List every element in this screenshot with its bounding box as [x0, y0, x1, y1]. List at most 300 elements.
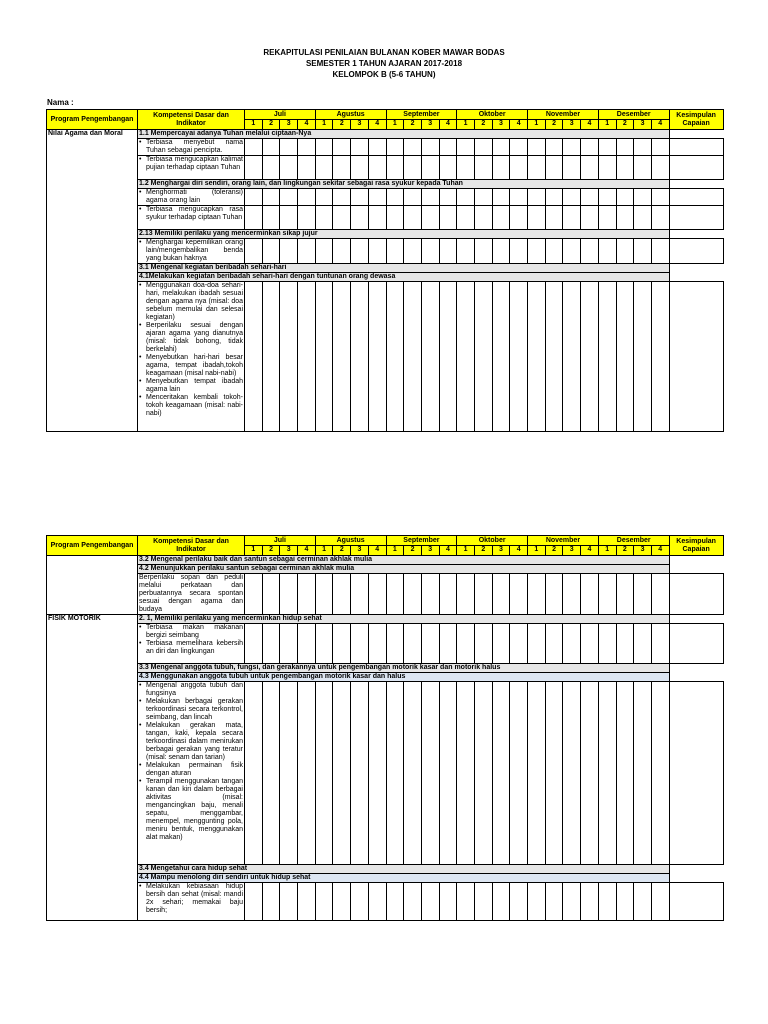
score-cell[interactable] [245, 239, 263, 264]
score-cell[interactable] [545, 282, 563, 432]
score-cell[interactable] [474, 624, 492, 664]
kesimpulan-cell[interactable] [669, 682, 723, 865]
score-cell[interactable] [474, 156, 492, 180]
score-cell[interactable] [262, 883, 280, 921]
score-cell[interactable] [545, 239, 563, 264]
score-cell[interactable] [651, 156, 669, 180]
score-cell[interactable] [457, 282, 475, 432]
score-cell[interactable] [315, 883, 333, 921]
title-line-3: KELOMPOK B (5-6 TAHUN) [332, 70, 436, 79]
score-cell[interactable] [386, 156, 404, 180]
score-cell[interactable] [280, 624, 298, 664]
score-cell[interactable] [581, 139, 599, 156]
score-cell[interactable] [492, 883, 510, 921]
score-cell[interactable] [651, 189, 669, 206]
score-cell[interactable] [280, 139, 298, 156]
indicator-cell [138, 282, 245, 432]
header-week-2: 2 [474, 546, 492, 556]
header-kesimpulan: Kesimpulan Capaian [669, 536, 723, 556]
score-cell[interactable] [298, 189, 316, 206]
score-cell[interactable] [510, 156, 528, 180]
score-cell[interactable] [616, 239, 634, 264]
score-cell[interactable] [386, 682, 404, 865]
score-cell[interactable] [528, 682, 546, 865]
assessment-table-1 [46, 109, 724, 432]
score-cell[interactable] [386, 574, 404, 615]
score-cell[interactable] [315, 574, 333, 615]
kesimpulan-cell[interactable] [669, 624, 723, 664]
score-cell[interactable] [457, 189, 475, 206]
score-cell[interactable] [616, 206, 634, 230]
score-cell[interactable] [386, 139, 404, 156]
score-cell[interactable] [634, 156, 652, 180]
score-cell[interactable] [545, 139, 563, 156]
score-cell[interactable] [386, 239, 404, 264]
indicator-text: • Terbiasa memelihara kebersih an diri dan lingkungan [146, 640, 243, 656]
header-row-months [47, 110, 724, 120]
score-cell[interactable] [492, 282, 510, 432]
score-cell[interactable] [474, 239, 492, 264]
score-cell[interactable] [510, 682, 528, 865]
score-cell[interactable] [598, 282, 616, 432]
score-cell[interactable] [280, 206, 298, 230]
score-cell[interactable] [439, 624, 457, 664]
score-cell[interactable] [634, 574, 652, 615]
score-cell[interactable] [581, 239, 599, 264]
score-cell[interactable] [368, 682, 386, 865]
score-cell[interactable] [528, 139, 546, 156]
score-cell[interactable] [333, 624, 351, 664]
score-cell[interactable] [404, 189, 422, 206]
score-cell[interactable] [245, 883, 263, 921]
header-week-1: 1 [245, 546, 263, 556]
kd-row [47, 130, 724, 139]
score-cell[interactable] [439, 206, 457, 230]
score-cell[interactable] [651, 574, 669, 615]
score-cell[interactable] [616, 883, 634, 921]
score-cell[interactable] [368, 239, 386, 264]
score-cell[interactable] [333, 682, 351, 865]
score-cell[interactable] [581, 206, 599, 230]
header-week-2: 2 [333, 120, 351, 130]
header-week-4: 4 [439, 546, 457, 556]
score-cell[interactable] [651, 282, 669, 432]
score-cell[interactable] [262, 139, 280, 156]
score-cell[interactable] [510, 624, 528, 664]
score-cell[interactable] [404, 282, 422, 432]
score-cell[interactable] [457, 574, 475, 615]
score-cell[interactable] [298, 156, 316, 180]
score-cell[interactable] [563, 624, 581, 664]
score-cell[interactable] [528, 574, 546, 615]
kd-row [47, 273, 724, 282]
score-cell[interactable] [368, 189, 386, 206]
score-cell[interactable] [457, 206, 475, 230]
header-week-1: 1 [245, 120, 263, 130]
indicator-text: • Melakukan kebiasaan hidup bersih dan sehat (misal: mandi 2x sehari; memakai baju bersih; [146, 883, 243, 915]
indicator-text: • Terbiasa mengucapkan rasa syukur terhadap ciptaan Tuhan [146, 206, 243, 222]
score-cell[interactable] [616, 574, 634, 615]
indicator-text: • Menyebutkan hari-hari besar agama, tempat ibadah,tokoh keagamaan (misal nabi-nabi) [146, 354, 243, 378]
score-cell[interactable] [510, 282, 528, 432]
score-cell[interactable] [351, 682, 369, 865]
score-cell[interactable] [262, 282, 280, 432]
score-cell[interactable] [351, 189, 369, 206]
score-cell[interactable] [634, 239, 652, 264]
score-cell[interactable] [457, 156, 475, 180]
score-cell[interactable] [351, 624, 369, 664]
score-cell[interactable] [280, 682, 298, 865]
score-cell[interactable] [528, 282, 546, 432]
header-week-4: 4 [510, 546, 528, 556]
header-week-2: 2 [616, 120, 634, 130]
score-cell[interactable] [351, 239, 369, 264]
kd-row [47, 664, 724, 673]
score-cell[interactable] [351, 282, 369, 432]
score-cell[interactable] [581, 883, 599, 921]
title-line-2: SEMESTER 1 TAHUN AJARAN 2017-2018 [305, 59, 463, 68]
score-cell[interactable] [634, 282, 652, 432]
indicator-row [47, 624, 724, 664]
score-cell[interactable] [528, 206, 546, 230]
score-cell[interactable] [351, 574, 369, 615]
header-week-4: 4 [368, 120, 386, 130]
score-cell[interactable] [545, 189, 563, 206]
score-cell[interactable] [404, 139, 422, 156]
score-cell[interactable] [368, 282, 386, 432]
kd-row [47, 673, 724, 682]
kd-label: 3.4 Mengetahui cara hidup sehat [138, 865, 670, 874]
score-cell[interactable] [245, 206, 263, 230]
score-cell[interactable] [474, 282, 492, 432]
score-cell[interactable] [368, 574, 386, 615]
score-cell[interactable] [421, 282, 439, 432]
score-cell[interactable] [262, 156, 280, 180]
score-cell[interactable] [368, 139, 386, 156]
score-cell[interactable] [510, 139, 528, 156]
score-cell[interactable] [333, 282, 351, 432]
score-cell[interactable] [262, 189, 280, 206]
score-cell[interactable] [474, 574, 492, 615]
score-cell[interactable] [280, 883, 298, 921]
score-cell[interactable] [280, 282, 298, 432]
score-cell[interactable] [616, 189, 634, 206]
header-week-4: 4 [510, 120, 528, 130]
score-cell[interactable] [598, 239, 616, 264]
score-cell[interactable] [368, 883, 386, 921]
score-cell[interactable] [563, 682, 581, 865]
score-cell[interactable] [386, 282, 404, 432]
score-cell[interactable] [351, 139, 369, 156]
score-cell[interactable] [351, 883, 369, 921]
header-week-1: 1 [598, 120, 616, 130]
score-cell[interactable] [474, 682, 492, 865]
score-cell[interactable] [545, 682, 563, 865]
indicator-cell [138, 189, 245, 206]
kesimpulan-cell[interactable] [669, 883, 723, 921]
header-week-4: 4 [651, 120, 669, 130]
indicator-cell [138, 156, 245, 180]
header-week-4: 4 [298, 546, 316, 556]
score-cell[interactable] [492, 239, 510, 264]
score-cell[interactable] [634, 189, 652, 206]
kesimpulan-cell[interactable] [669, 282, 723, 432]
header-month-september: September [386, 536, 457, 546]
score-cell[interactable] [245, 574, 263, 615]
indicator-text: • Menghargai kepemilikan orang lain/mengembalikan benda yang bukan haknya [146, 239, 243, 263]
kd-row [47, 874, 724, 883]
score-cell[interactable] [563, 282, 581, 432]
score-cell[interactable] [404, 206, 422, 230]
score-cell[interactable] [492, 139, 510, 156]
kesimpulan-cell[interactable] [669, 139, 723, 156]
score-cell[interactable] [262, 682, 280, 865]
score-cell[interactable] [315, 139, 333, 156]
score-cell[interactable] [545, 156, 563, 180]
kesimpulan-cell[interactable] [669, 239, 723, 264]
score-cell[interactable] [421, 139, 439, 156]
header-week-3: 3 [421, 120, 439, 130]
score-cell[interactable] [439, 189, 457, 206]
score-cell[interactable] [333, 883, 351, 921]
score-cell[interactable] [280, 156, 298, 180]
score-cell[interactable] [510, 883, 528, 921]
score-cell[interactable] [298, 682, 316, 865]
score-cell[interactable] [581, 156, 599, 180]
score-cell[interactable] [439, 282, 457, 432]
score-cell[interactable] [581, 574, 599, 615]
score-cell[interactable] [404, 624, 422, 664]
indicator-text: • Terbiasa menyebut nama Tuhan sebagai pencipta. [146, 139, 243, 155]
score-cell[interactable] [439, 239, 457, 264]
score-cell[interactable] [386, 883, 404, 921]
score-cell[interactable] [598, 624, 616, 664]
score-cell[interactable] [457, 239, 475, 264]
score-cell[interactable] [474, 189, 492, 206]
score-cell[interactable] [651, 883, 669, 921]
indicator-row [47, 206, 724, 230]
score-cell[interactable] [492, 682, 510, 865]
score-cell[interactable] [492, 574, 510, 615]
score-cell[interactable] [634, 139, 652, 156]
score-cell[interactable] [298, 239, 316, 264]
score-cell[interactable] [510, 574, 528, 615]
score-cell[interactable] [439, 883, 457, 921]
score-cell[interactable] [386, 206, 404, 230]
score-cell[interactable] [651, 206, 669, 230]
score-cell[interactable] [315, 682, 333, 865]
score-cell[interactable] [315, 624, 333, 664]
score-cell[interactable] [598, 883, 616, 921]
score-cell[interactable] [421, 574, 439, 615]
score-cell[interactable] [245, 682, 263, 865]
score-cell[interactable] [298, 206, 316, 230]
score-cell[interactable] [598, 139, 616, 156]
score-cell[interactable] [634, 624, 652, 664]
score-cell[interactable] [262, 574, 280, 615]
score-cell[interactable] [510, 239, 528, 264]
score-cell[interactable] [492, 156, 510, 180]
score-cell[interactable] [651, 139, 669, 156]
header-week-2: 2 [404, 546, 422, 556]
score-cell[interactable] [616, 682, 634, 865]
assessment-table-2 [46, 535, 724, 921]
score-cell[interactable] [262, 206, 280, 230]
score-cell[interactable] [528, 624, 546, 664]
score-cell[interactable] [245, 624, 263, 664]
score-cell[interactable] [315, 156, 333, 180]
score-cell[interactable] [492, 189, 510, 206]
score-cell[interactable] [651, 624, 669, 664]
score-cell[interactable] [315, 189, 333, 206]
score-cell[interactable] [421, 189, 439, 206]
kd-label: 1.1 Mempercayai adanya Tuhan melalui ciptaan-Nya [138, 130, 670, 139]
score-cell[interactable] [545, 206, 563, 230]
kd-label: 4.4 Mampu menolong diri sendiri untuk hidup sehat [138, 874, 670, 883]
score-cell[interactable] [581, 282, 599, 432]
indicator-row [47, 574, 724, 615]
score-cell[interactable] [245, 156, 263, 180]
score-cell[interactable] [598, 206, 616, 230]
score-cell[interactable] [245, 282, 263, 432]
score-cell[interactable] [457, 883, 475, 921]
score-cell[interactable] [333, 206, 351, 230]
score-cell[interactable] [368, 624, 386, 664]
score-cell[interactable] [528, 156, 546, 180]
score-cell[interactable] [563, 239, 581, 264]
score-cell[interactable] [351, 156, 369, 180]
score-cell[interactable] [386, 189, 404, 206]
kesimpulan-cell[interactable] [669, 206, 723, 230]
score-cell[interactable] [598, 574, 616, 615]
score-cell[interactable] [616, 624, 634, 664]
score-cell[interactable] [298, 282, 316, 432]
score-cell[interactable] [581, 624, 599, 664]
header-week-4: 4 [368, 546, 386, 556]
score-cell[interactable] [333, 239, 351, 264]
score-cell[interactable] [528, 189, 546, 206]
indicator-cell [138, 206, 245, 230]
score-cell[interactable] [563, 156, 581, 180]
score-cell[interactable] [598, 189, 616, 206]
score-cell[interactable] [563, 189, 581, 206]
score-cell[interactable] [315, 206, 333, 230]
score-cell[interactable] [404, 156, 422, 180]
score-cell[interactable] [386, 624, 404, 664]
kesimpulan-cell[interactable] [669, 574, 723, 615]
score-cell[interactable] [510, 206, 528, 230]
score-cell[interactable] [474, 139, 492, 156]
score-cell[interactable] [421, 682, 439, 865]
score-cell[interactable] [598, 682, 616, 865]
header-week-1: 1 [528, 546, 546, 556]
score-cell[interactable] [634, 206, 652, 230]
score-cell[interactable] [421, 206, 439, 230]
indicator-cell [138, 682, 245, 865]
score-cell[interactable] [616, 282, 634, 432]
kesimpulan-cell[interactable] [669, 156, 723, 180]
score-cell[interactable] [545, 574, 563, 615]
score-cell[interactable] [492, 206, 510, 230]
score-cell[interactable] [262, 624, 280, 664]
score-cell[interactable] [545, 883, 563, 921]
score-cell[interactable] [280, 574, 298, 615]
score-cell[interactable] [280, 239, 298, 264]
score-cell[interactable] [298, 883, 316, 921]
score-cell[interactable] [298, 574, 316, 615]
score-cell[interactable] [298, 139, 316, 156]
score-cell[interactable] [563, 139, 581, 156]
indicator-row [47, 883, 724, 921]
score-cell[interactable] [333, 156, 351, 180]
score-cell[interactable] [439, 156, 457, 180]
score-cell[interactable] [651, 682, 669, 865]
score-cell[interactable] [368, 206, 386, 230]
indicator-text: • Menyebutkan tempat ibadah agama lain [146, 378, 243, 394]
score-cell[interactable] [563, 883, 581, 921]
score-cell[interactable] [528, 883, 546, 921]
score-cell[interactable] [262, 239, 280, 264]
score-cell[interactable] [351, 206, 369, 230]
score-cell[interactable] [510, 189, 528, 206]
score-cell[interactable] [245, 139, 263, 156]
kesimpulan-cell[interactable] [669, 189, 723, 206]
score-cell[interactable] [634, 682, 652, 865]
score-cell[interactable] [404, 574, 422, 615]
score-cell[interactable] [598, 156, 616, 180]
header-week-2: 2 [262, 546, 280, 556]
score-cell[interactable] [439, 682, 457, 865]
score-cell[interactable] [616, 139, 634, 156]
score-cell[interactable] [333, 139, 351, 156]
score-cell[interactable] [333, 574, 351, 615]
score-cell[interactable] [474, 206, 492, 230]
score-cell[interactable] [421, 624, 439, 664]
score-cell[interactable] [528, 239, 546, 264]
score-cell[interactable] [421, 883, 439, 921]
indicator-text: • Menghormati (toleransi) agama orang lain [146, 189, 243, 205]
score-cell[interactable] [581, 682, 599, 865]
score-cell[interactable] [581, 189, 599, 206]
score-cell[interactable] [421, 239, 439, 264]
score-cell[interactable] [333, 189, 351, 206]
score-cell[interactable] [457, 624, 475, 664]
score-cell[interactable] [421, 156, 439, 180]
score-cell[interactable] [439, 139, 457, 156]
score-cell[interactable] [563, 574, 581, 615]
score-cell[interactable] [457, 682, 475, 865]
score-cell[interactable] [651, 239, 669, 264]
score-cell[interactable] [634, 883, 652, 921]
score-cell[interactable] [298, 624, 316, 664]
score-cell[interactable] [616, 156, 634, 180]
score-cell[interactable] [315, 282, 333, 432]
score-cell[interactable] [280, 189, 298, 206]
score-cell[interactable] [563, 206, 581, 230]
score-cell[interactable] [439, 574, 457, 615]
score-cell[interactable] [404, 239, 422, 264]
score-cell[interactable] [404, 682, 422, 865]
score-cell[interactable] [474, 883, 492, 921]
score-cell[interactable] [368, 156, 386, 180]
score-cell[interactable] [315, 239, 333, 264]
score-cell[interactable] [457, 139, 475, 156]
header-week-3: 3 [421, 546, 439, 556]
score-cell[interactable] [492, 624, 510, 664]
score-cell[interactable] [545, 624, 563, 664]
score-cell[interactable] [245, 189, 263, 206]
score-cell[interactable] [404, 883, 422, 921]
